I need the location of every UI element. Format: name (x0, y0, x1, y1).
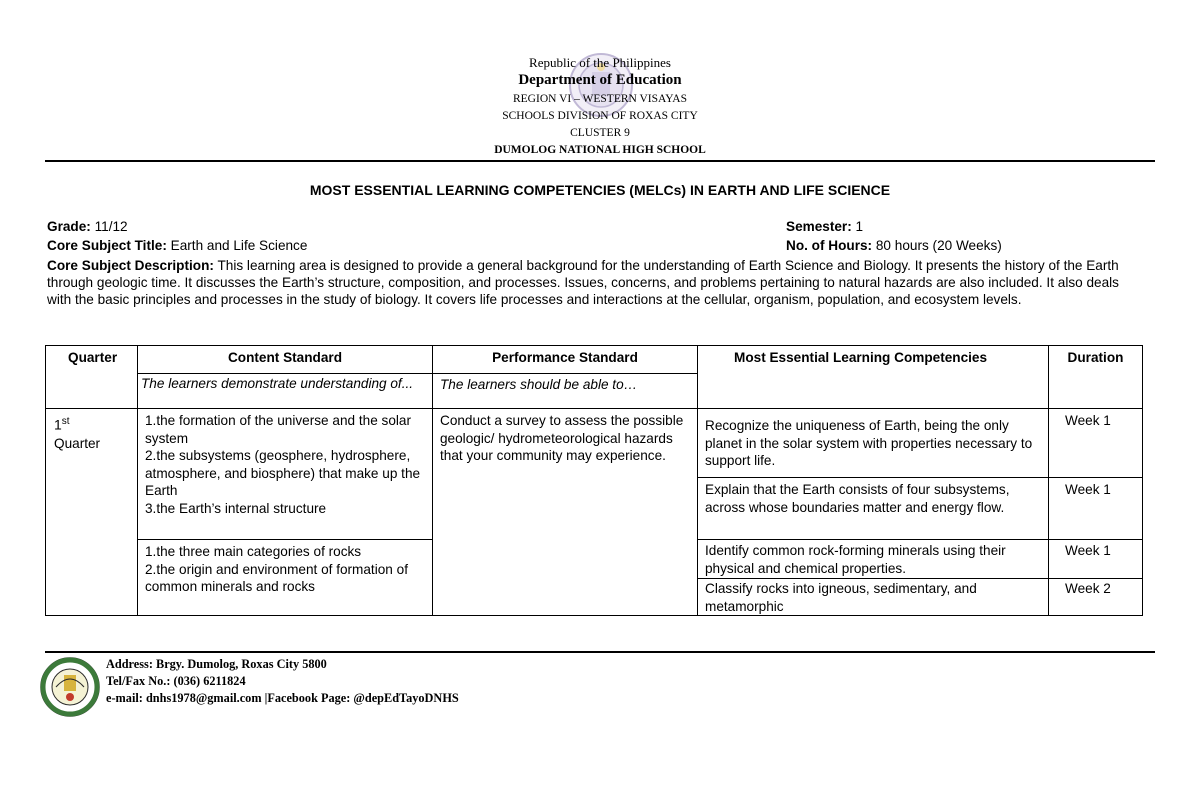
quarter-cell (45, 408, 138, 616)
subheader-performance-standard: The learners should be able to… (432, 373, 698, 409)
header-content-standard: Content Standard (137, 345, 433, 374)
subject-title-value: Earth and Life Science (166, 238, 308, 253)
content-standard-group-2 (137, 539, 433, 616)
header-duration: Duration (1048, 345, 1143, 409)
header-school: DUMOLOG NATIONAL HIGH SCHOOL (494, 144, 706, 156)
hours-line (786, 238, 1002, 253)
melc-row: Explain that the Earth consists of four subsystems, across whose boundaries matter and energy flow. (697, 477, 1049, 540)
semester-line (786, 219, 863, 234)
header-division: SCHOOLS DIVISION OF ROXAS CITY (502, 110, 698, 122)
duration-cell: Week 2 (1048, 578, 1143, 616)
duration-cell: Week 1 (1048, 477, 1143, 540)
subject-description (47, 257, 1137, 309)
subject-title-label: Core Subject Title: (47, 238, 167, 253)
header-quarter (45, 345, 138, 409)
content-standard-group-1 (137, 408, 433, 540)
subheader-content-standard: The learners demonstrate understanding of... (137, 373, 433, 409)
header-cluster: CLUSTER 9 (570, 127, 630, 139)
header-department: Department of Education (518, 72, 682, 88)
description-label: Core Subject Description: (47, 258, 214, 273)
melc-row: Recognize the uniqueness of Earth, being the only planet in the solar system with properties necessary to support life. (697, 408, 1049, 478)
quarter-number: 1 (54, 416, 62, 433)
footer-tel: Tel/Fax No.: (036) 6211824 (106, 674, 246, 688)
semester-value: 1 (851, 219, 864, 234)
quarter-ordinal: st (61, 416, 70, 427)
header-quarter-label: Quarter (68, 350, 118, 365)
subject-title-line (47, 238, 307, 253)
footer-email: e-mail: dnhs1978@gmail.com |Facebook Page: @depEdTayoDNHS (106, 691, 459, 705)
duration-cell: Week 1 (1048, 539, 1143, 579)
grade-label: Grade: (47, 219, 91, 234)
grade-line (47, 219, 128, 234)
performance-standard-cell: Conduct a survey to assess the possible geologic/ hydrometeorological hazards that your community may experience. (432, 408, 698, 616)
semester-label: Semester: (786, 219, 852, 234)
header-region: REGION VI – WESTERN VISAYAS (512, 93, 687, 105)
duration-cell: Week 1 (1048, 408, 1143, 478)
content-item: 2.the subsystems (geosphere, hydrosphere, atmosphere, and biosphere) that make up the Earth (145, 448, 421, 498)
document-title: MOST ESSENTIAL LEARNING COMPETENCIES (MELCs) IN EARTH AND LIFE SCIENCE (309, 182, 891, 198)
hours-label: No. of Hours: (786, 238, 873, 253)
melc-row: Classify rocks into igneous, sedimentary, and metamorphic (697, 578, 1049, 616)
content-item: 1.the three main categories of rocks (145, 544, 362, 559)
footer-rule (45, 651, 1155, 653)
hours-value: 80 hours (20 Weeks) (872, 238, 1002, 253)
school-logo-icon (40, 657, 100, 717)
content-item: 2.the origin and environment of formation of common minerals and rocks (145, 561, 408, 594)
content-item: 1.the formation of the universe and the solar system (145, 413, 411, 446)
grade-value: 11/12 (90, 219, 128, 234)
header-republic: Republic of the Philippines (529, 55, 671, 70)
content-item: 3.the Earth’s internal structure (145, 500, 327, 516)
header-melc: Most Essential Learning Competencies (697, 345, 1049, 409)
footer-address: Address: Brgy. Dumolog, Roxas City 5800 (106, 657, 327, 671)
quarter-word: Quarter (54, 435, 101, 451)
header-rule (45, 160, 1155, 162)
description-value: This learning area is designed to provide a general background for the understanding of Earth Science and Biology. It presents the history of the Earth through geologic time. It discusses the Earth’s structure, composition, and processes. Issues, concerns, and problems pertaining to natural hazards are also included. It also deals with the basic principles and processes in the study of biology. It covers life processes and interactions at the cellular, organism, population, and ecosystem levels. (47, 258, 1119, 308)
header-performance-standard: Performance Standard (432, 345, 698, 374)
melc-row: Identify common rock-forming minerals using their physical and chemical properties. (697, 539, 1049, 579)
